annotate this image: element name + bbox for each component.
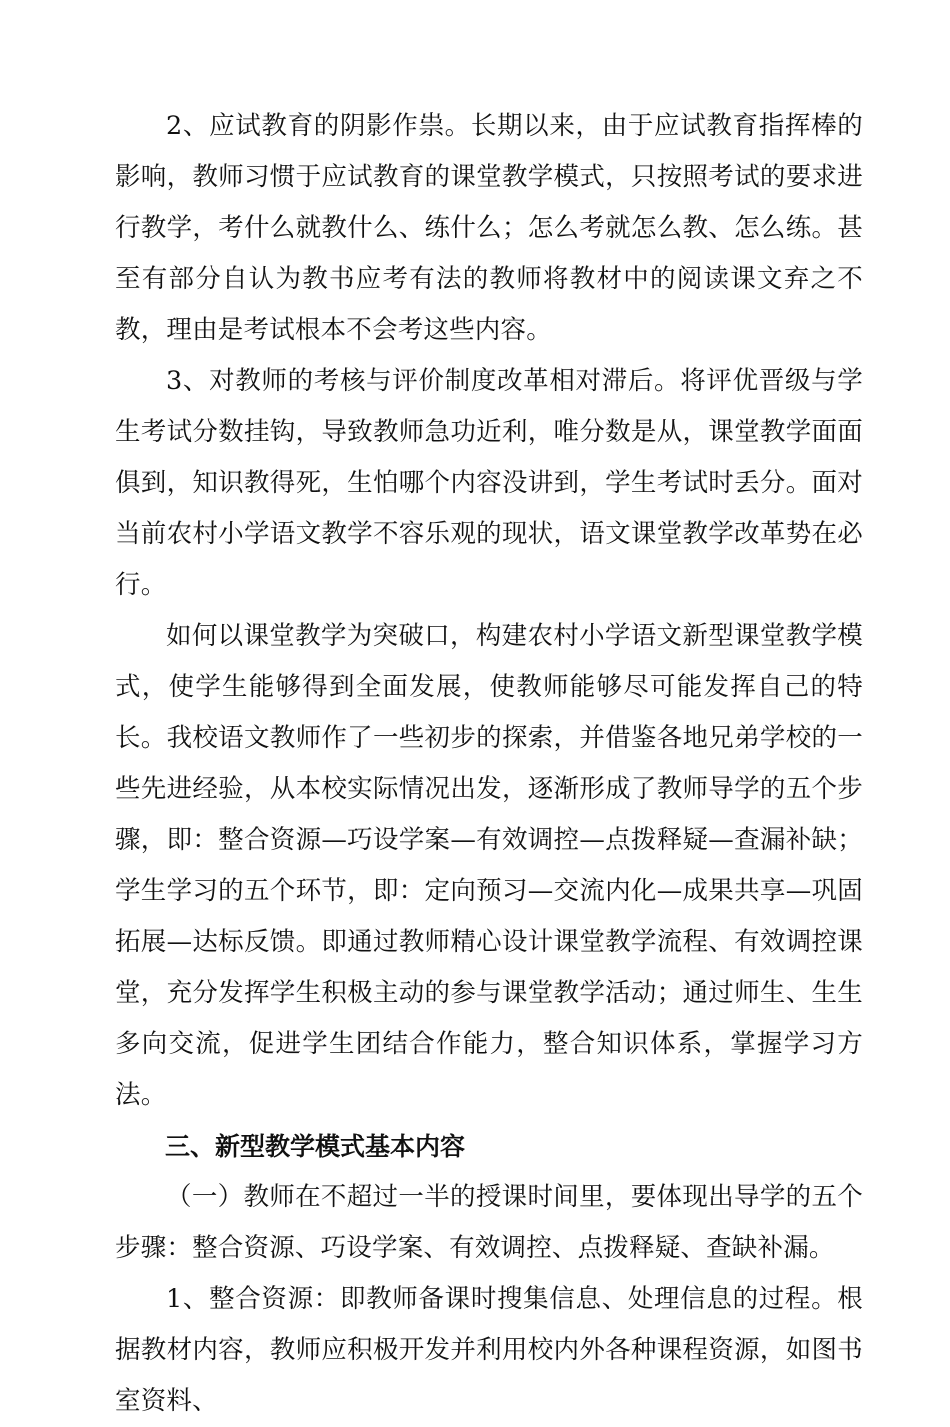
paragraph-teaching-model-exploration: 如何以课堂教学为突破口，构建农村小学语文新型课堂教学模式，使学生能够得到全面发展，使教师能够尽可能发挥自己的特长。我校语文教师作了一些初步的探索，并借鉴各地兄弟学校的一些先进经验，从本校实际情况出发，逐渐形成了教师导学的五个步骤，即：整合资源—巧设学案—有效调控—点拨释疑—查漏补缺；学生学习的五个环节，即：定向预习—交流内化—成果共享—巩固拓展—达标反馈。即通过教师精心设计课堂教学流程、有效调控课堂，充分发挥学生积极主动的参与课堂教学活动；通过师生、生生多向交流，促进学生团结合作能力，整合知识体系，掌握学习方法。 — [115, 621, 863, 1110]
paragraph-exam-oriented-education: 2、应试教育的阴影作祟。长期以来，由于应试教育指挥棒的影响，教师习惯于应试教育的课堂教学模式，只按照考试的要求进行教学，考什么就教什么、练什么；怎么考就怎么教、怎么练。甚至有部分自认为教书应考有法的教师将教材中的阅读课文弃之不教，理由是考试根本不会考这些内容。 — [115, 111, 863, 345]
paragraph-integrate-resources: 1、整合资源：即教师备课时搜集信息、处理信息的过程。根据教材内容，教师应积极开发并利用校内外各种课程资源，如图书室资料、 — [115, 1284, 863, 1416]
document-page — [115, 101, 863, 1427]
paragraph-teacher-evaluation: 3、对教师的考核与评价制度改革相对滞后。将评优晋级与学生考试分数挂钩，导致教师急功近利，唯分数是从，课堂教学面面俱到，知识教得死，生怕哪个内容没讲到，学生考试时丢分。面对当前农村小学语文教学不容乐观的现状，语文课堂教学改革势在必行。 — [115, 366, 863, 600]
paragraph-five-steps: （一）教师在不超过一半的授课时间里，要体现出导学的五个步骤：整合资源、巧设学案、有效调控、点拨释疑、查缺补漏。 — [115, 1182, 863, 1263]
section-heading: 三、新型教学模式基本内容 — [165, 1132, 466, 1161]
